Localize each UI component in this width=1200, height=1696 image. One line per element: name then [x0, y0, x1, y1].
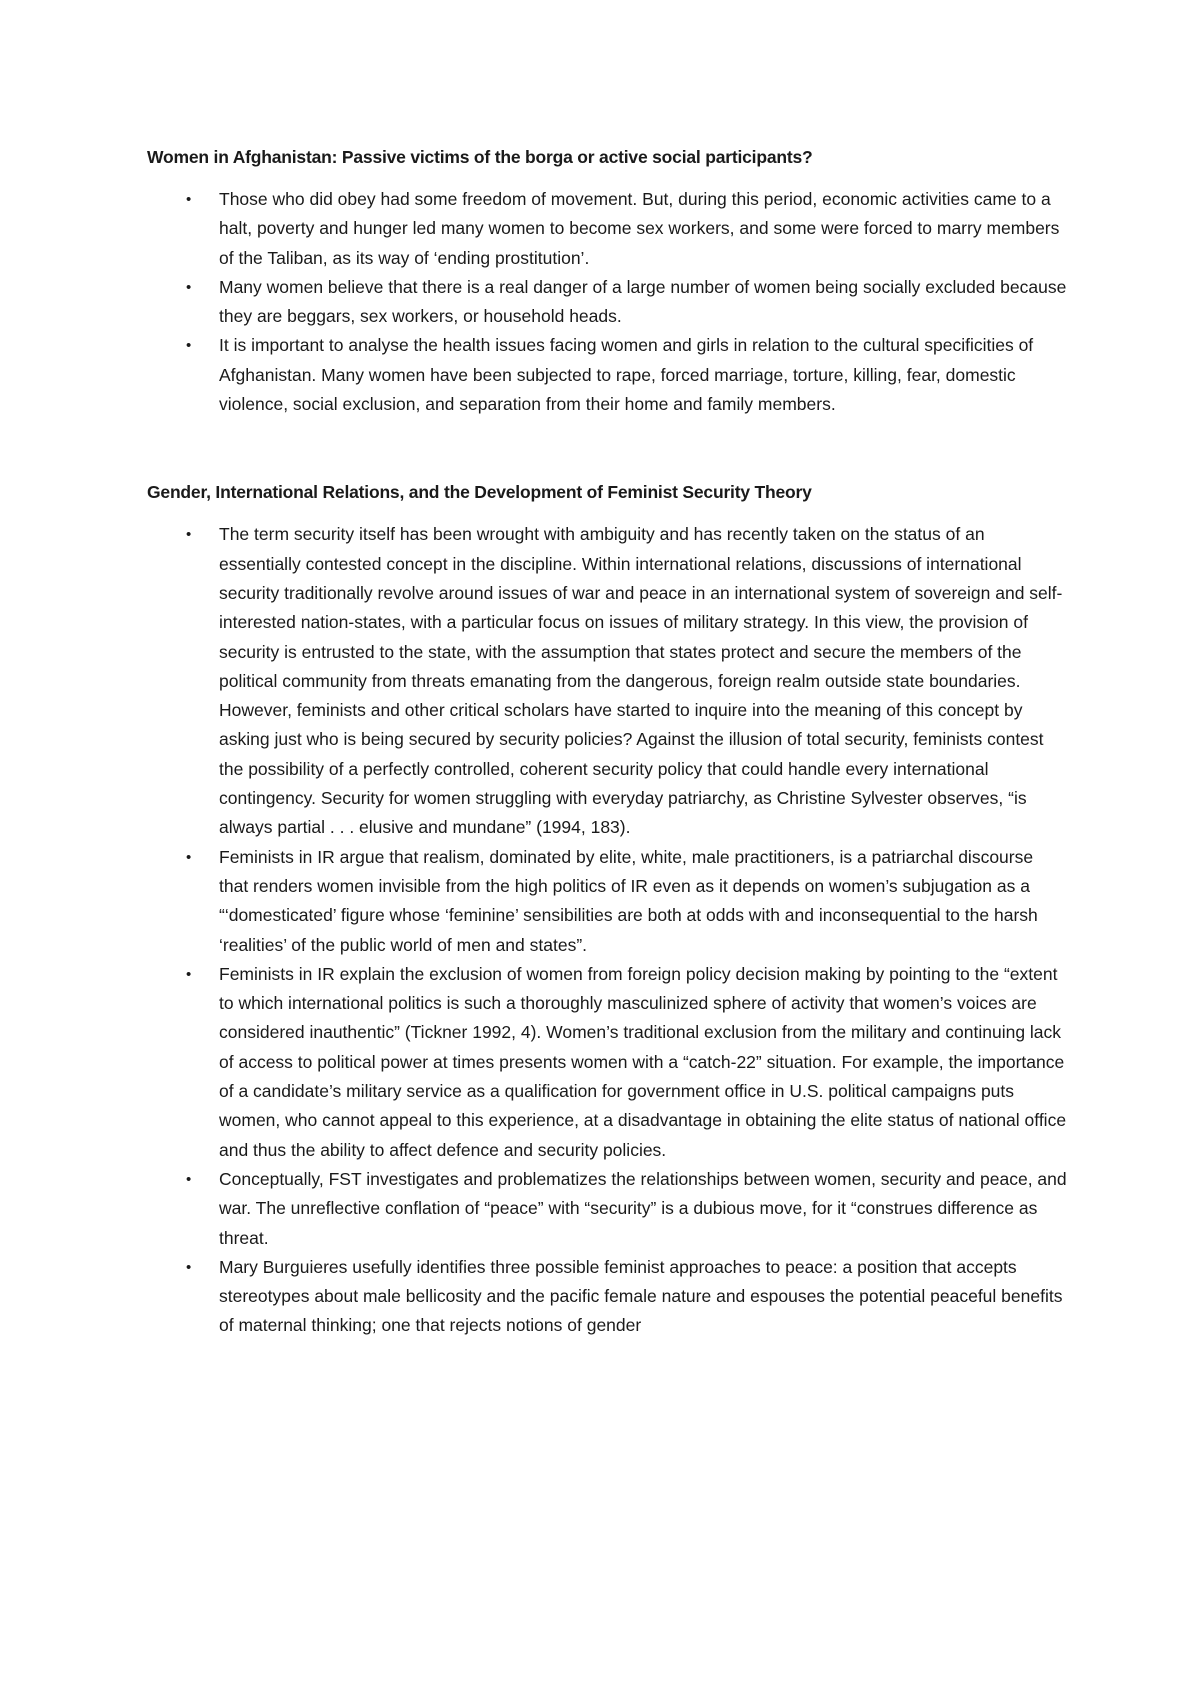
list-item	[147, 843, 1067, 960]
list-item-text: It is important to analyse the health issues facing women and girls in relation to the cultural specificities of Afghanistan. Many women have been subjected to rape, forced marriage, torture, killing, fear, domestic violence, social exclusion, and separation from their home and family members.	[219, 335, 1034, 415]
list-item-text: Feminists in IR argue that realism, dominated by elite, white, male practitioners, is a patriarchal discourse that renders women invisible from the high politics of IR even as it depends on women’s subjugation as a “‘domesticated’ figure whose ‘feminine’ sensibilities are both at odds with and inconsequential to the harsh ‘realities’ of the public world of men and states”.	[219, 846, 1038, 955]
bullet-list	[147, 185, 1067, 419]
list-item-text: Feminists in IR explain the exclusion of women from foreign policy decision making by pointing to the “extent to which international politics is such a thoroughly masculinized sphere of activity that women’s voices are considered inauthentic” (Tickner 1992, 4). Women’s traditional exclusion from the military and continuing lack of access to political power at times presents women with a “catch-22” situation. For example, the importance of a candidate’s military service as a qualification for government office in U.S. political campaigns puts women, who cannot appeal to this experience, at a disadvantage in obtaining the elite status of national office and thus the ability to affect defence and security policies.	[219, 963, 1067, 1160]
list-item	[147, 1165, 1067, 1253]
list-item	[147, 185, 1067, 273]
list-item	[147, 331, 1067, 419]
bullet-list	[147, 520, 1067, 1340]
section-spacer	[147, 419, 1067, 478]
document-body	[147, 143, 1067, 1341]
bullet-icon: •	[186, 191, 192, 208]
list-item-text: The term security itself has been wrought with ambiguity and has recently taken on the status of an essentially contested concept in the discipline. Within international relations, discussions of international security traditionally revolve around issues of war and peace in an international system of sovereign and self-interested nation-states, with a particular focus on issues of military strategy. In this view, the provision of security is entrusted to the state, with the assumption that states protect and secure the members of the political community from threats emanating from the dangerous, foreign realm outside state boundaries. However, feminists and other critical scholars have started to inquire into the meaning of this concept by asking just who is being secured by security policies? Against the illusion of total security, feminists contest the possibility of a perfectly controlled, coherent security policy that could handle every international contingency. Security for women struggling with everyday patriarchy, as Christine Sylvester observes, “is always partial . . . elusive and mundane” (1994, 183).	[219, 524, 1063, 838]
list-item-text: Conceptually, FST investigates and problematizes the relationships between women, security and peace, and war. The unreflective conflation of “peace” with “security” is a dubious move, for it “construes difference as threat.	[219, 1168, 1067, 1248]
bullet-icon: •	[186, 965, 192, 983]
section-feminist-security-theory	[147, 478, 1067, 1340]
list-item	[147, 520, 1067, 842]
section-heading: Gender, International Relations, and the Development of Feminist Security Theory	[147, 482, 812, 503]
bullet-icon: •	[186, 278, 192, 296]
bullet-icon: •	[186, 848, 192, 866]
list-item	[147, 1253, 1067, 1341]
bullet-icon: •	[186, 337, 192, 355]
section-heading: Women in Afghanistan: Passive victims of the borga or active social participants?	[147, 147, 813, 167]
list-item-text: Those who did obey had some freedom of movement. But, during this period, economic activities came to a halt, poverty and hunger led many women to become sex workers, and some were forced to marry members of the Taliban, as its way of ‘ending prostitution’.	[219, 189, 1060, 268]
list-item-text: Many women believe that there is a real danger of a large number of women being socially excluded because they are beggars, sex workers, or household heads.	[219, 276, 1067, 327]
section-women-in-afghanistan	[147, 143, 1067, 419]
list-item	[147, 273, 1067, 332]
list-item	[147, 960, 1067, 1165]
list-item-text: Mary Burguieres usefully identifies three possible feminist approaches to peace: a position that accepts stereotypes about male bellicosity and the pacific female nature and espouses the potential peaceful benefits of maternal thinking; one that rejects notions of gender	[219, 1256, 1063, 1336]
bullet-icon: •	[186, 1170, 192, 1188]
bullet-icon: •	[186, 526, 192, 544]
bullet-icon: •	[186, 1258, 192, 1276]
